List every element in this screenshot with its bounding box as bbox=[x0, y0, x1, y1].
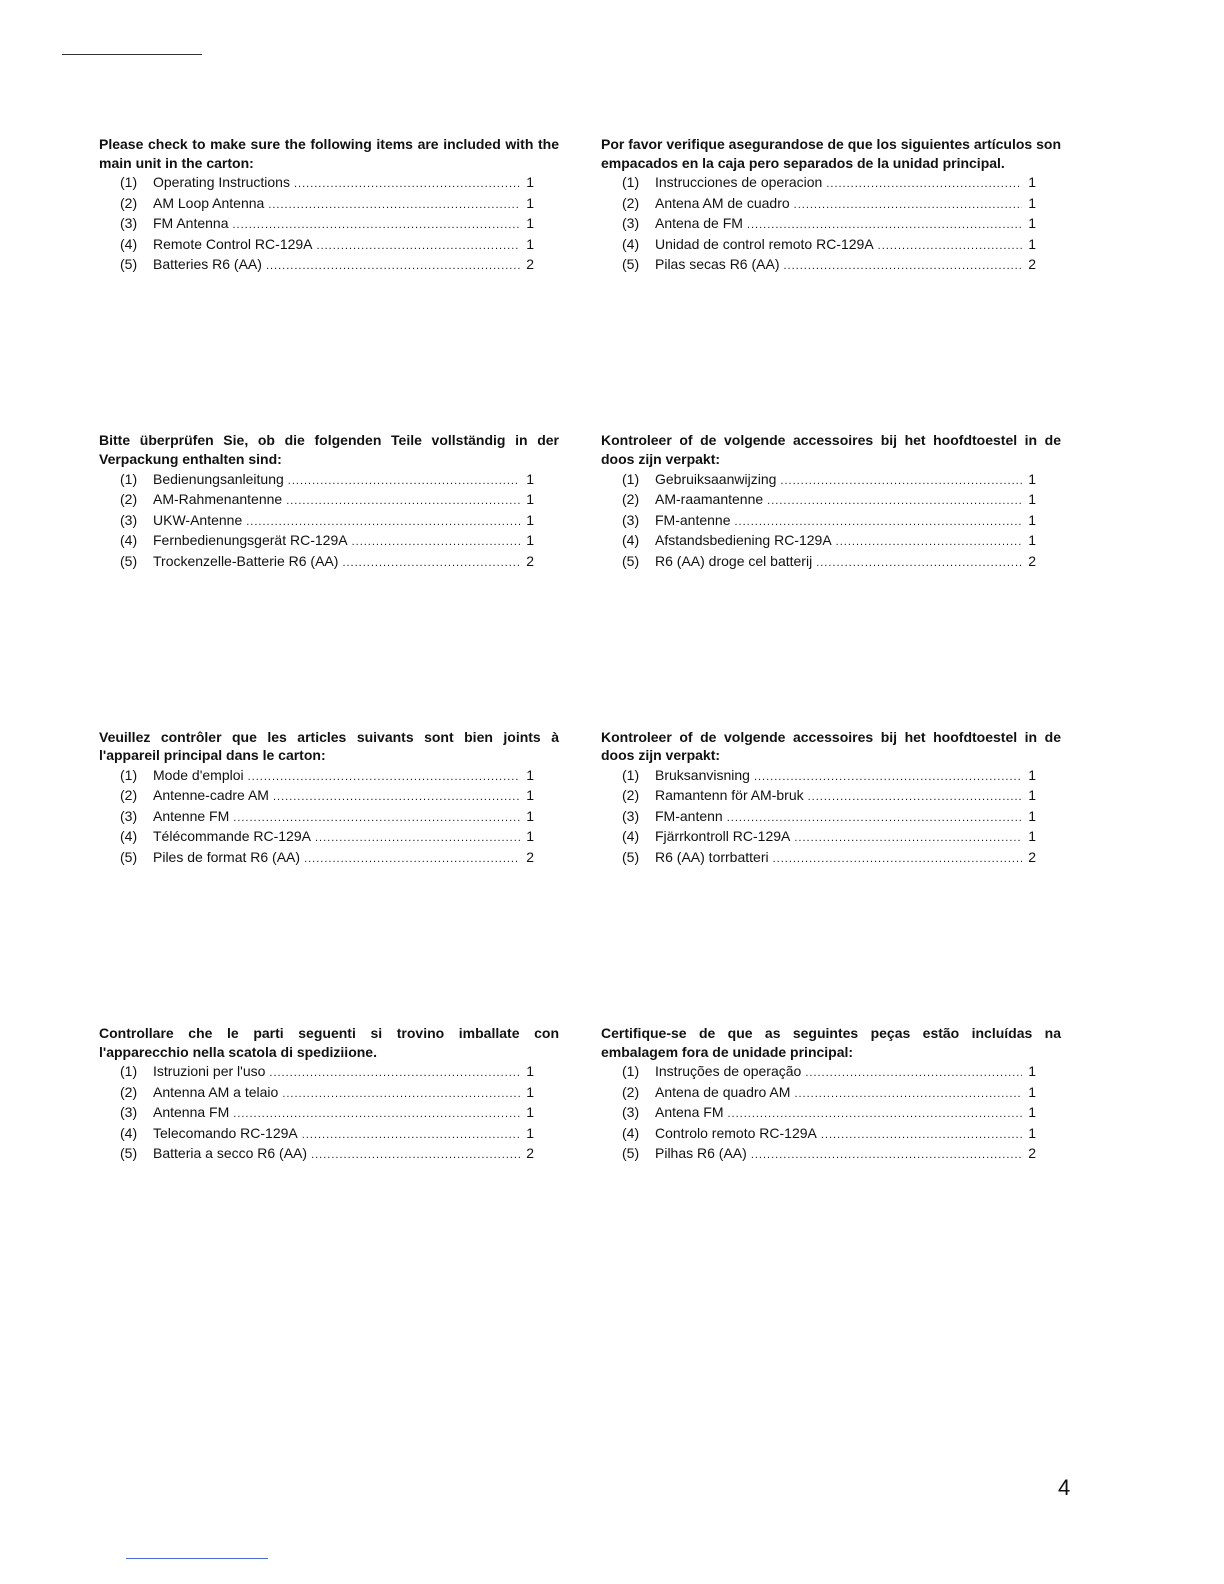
item-label: UKW-Antenne bbox=[153, 511, 243, 528]
section-english bbox=[99, 135, 559, 431]
item-number: (3) bbox=[622, 1104, 640, 1121]
item-number: (5) bbox=[120, 1145, 138, 1162]
list-item bbox=[601, 786, 1036, 807]
item-quantity: 2 bbox=[1028, 256, 1036, 273]
item-label: Mode d'emploi bbox=[153, 766, 244, 783]
item-number: (5) bbox=[622, 1145, 640, 1162]
dot-leader bbox=[734, 513, 1022, 532]
item-label: Unidad de control remoto RC-129A bbox=[655, 235, 874, 252]
item-label: Antena FM bbox=[655, 1104, 724, 1121]
item-label: Operating Instructions bbox=[153, 174, 290, 191]
item-number: (3) bbox=[622, 807, 640, 824]
dot-leader bbox=[269, 1064, 520, 1083]
list-item bbox=[601, 1083, 1036, 1104]
item-quantity: 1 bbox=[526, 470, 534, 487]
item-quantity: 1 bbox=[526, 511, 534, 528]
dot-leader bbox=[273, 788, 520, 807]
page-number: 4 bbox=[1058, 1475, 1071, 1500]
item-label: FM-antenne bbox=[655, 511, 731, 528]
item-quantity: 1 bbox=[1028, 1083, 1036, 1100]
dot-leader bbox=[773, 850, 1022, 869]
item-quantity: 1 bbox=[1028, 766, 1036, 783]
item-label: Instrucciones de operacion bbox=[655, 174, 823, 191]
item-label: Pilas secas R6 (AA) bbox=[655, 256, 780, 273]
list-item bbox=[601, 173, 1036, 194]
item-number: (1) bbox=[622, 174, 640, 191]
item-number: (5) bbox=[120, 256, 138, 273]
list-item bbox=[601, 1124, 1036, 1145]
item-number: (2) bbox=[622, 1083, 640, 1100]
dot-leader bbox=[794, 829, 1022, 848]
item-number: (4) bbox=[622, 235, 640, 252]
item-label: Remote Control RC-129A bbox=[153, 235, 313, 252]
item-number: (4) bbox=[622, 1124, 640, 1141]
item-number: (1) bbox=[622, 470, 640, 487]
item-label: Antena de FM bbox=[655, 215, 743, 232]
list-item bbox=[601, 807, 1036, 828]
list-item bbox=[99, 1124, 534, 1145]
list-item bbox=[601, 235, 1036, 256]
item-number: (5) bbox=[120, 848, 138, 865]
item-label: Trockenzelle-Batterie R6 (AA) bbox=[153, 552, 339, 569]
list-item bbox=[99, 173, 534, 194]
list-item bbox=[99, 827, 534, 848]
item-label: FM Antenna bbox=[153, 215, 229, 232]
item-number: (1) bbox=[120, 1063, 138, 1080]
dot-leader bbox=[808, 788, 1022, 807]
dot-leader bbox=[304, 850, 520, 869]
item-quantity: 1 bbox=[1028, 807, 1036, 824]
item-label: Batteria a secco R6 (AA) bbox=[153, 1145, 308, 1162]
item-number: (2) bbox=[120, 491, 138, 508]
dot-leader bbox=[311, 1146, 520, 1165]
dot-leader bbox=[342, 554, 520, 573]
item-number: (5) bbox=[622, 552, 640, 569]
item-quantity: 1 bbox=[1028, 215, 1036, 232]
list-item bbox=[99, 531, 534, 552]
dot-leader bbox=[794, 196, 1022, 215]
item-label: AM Loop Antenna bbox=[153, 194, 265, 211]
item-quantity: 2 bbox=[1028, 1145, 1036, 1162]
item-quantity: 1 bbox=[1028, 511, 1036, 528]
item-number: (5) bbox=[622, 256, 640, 273]
item-quantity: 1 bbox=[1028, 1104, 1036, 1121]
item-quantity: 1 bbox=[1028, 1124, 1036, 1141]
item-label: Ramantenn för AM-bruk bbox=[655, 787, 804, 804]
top-rule bbox=[62, 54, 202, 55]
section-italian bbox=[99, 1024, 559, 1320]
item-number: (2) bbox=[622, 787, 640, 804]
column-left bbox=[99, 135, 559, 1321]
dot-leader bbox=[767, 492, 1022, 511]
section-heading: Por favor verifique asegurandose de que los siguientes artículos son empacados en la caja pero separados de la unidad principal. bbox=[601, 136, 1061, 171]
item-number: (2) bbox=[120, 1083, 138, 1100]
dot-leader bbox=[816, 554, 1022, 573]
dot-leader bbox=[727, 809, 1022, 828]
item-quantity: 1 bbox=[526, 194, 534, 211]
list-item bbox=[99, 511, 534, 532]
item-number: (3) bbox=[120, 511, 138, 528]
item-quantity: 2 bbox=[526, 256, 534, 273]
list-item bbox=[99, 255, 534, 276]
list-item bbox=[601, 1062, 1036, 1083]
section-german bbox=[99, 431, 559, 727]
section-heading: Bitte überprüfen Sie, ob die folgenden Teile vollständig in der Verpackung enthalten sind: bbox=[99, 432, 559, 467]
item-list bbox=[99, 1062, 559, 1165]
item-number: (4) bbox=[120, 532, 138, 549]
item-quantity: 2 bbox=[1028, 552, 1036, 569]
dot-leader bbox=[266, 257, 520, 276]
item-label: Antenna FM bbox=[153, 1104, 230, 1121]
section-french bbox=[99, 728, 559, 1024]
item-label: Antena de quadro AM bbox=[655, 1083, 791, 1100]
item-number: (3) bbox=[120, 215, 138, 232]
item-number: (5) bbox=[622, 848, 640, 865]
list-item bbox=[601, 531, 1036, 552]
item-number: (1) bbox=[120, 174, 138, 191]
dot-leader bbox=[288, 472, 520, 491]
item-number: (2) bbox=[120, 787, 138, 804]
dot-leader bbox=[747, 216, 1022, 235]
list-item bbox=[99, 1062, 534, 1083]
item-quantity: 1 bbox=[1028, 470, 1036, 487]
section-dutch bbox=[601, 431, 1061, 727]
item-number: (2) bbox=[622, 491, 640, 508]
list-item bbox=[601, 511, 1036, 532]
item-quantity: 1 bbox=[1028, 787, 1036, 804]
item-list bbox=[99, 470, 559, 573]
list-item bbox=[99, 807, 534, 828]
item-label: Piles de format R6 (AA) bbox=[153, 848, 301, 865]
dot-leader bbox=[780, 472, 1022, 491]
item-number: (1) bbox=[622, 1063, 640, 1080]
list-item bbox=[99, 490, 534, 511]
item-number: (1) bbox=[622, 766, 640, 783]
item-number: (3) bbox=[120, 1104, 138, 1121]
dot-leader bbox=[783, 257, 1022, 276]
item-list bbox=[601, 470, 1061, 573]
dot-leader bbox=[233, 809, 520, 828]
dot-leader bbox=[727, 1105, 1022, 1124]
item-number: (2) bbox=[120, 194, 138, 211]
list-item bbox=[99, 552, 534, 573]
item-label: Antenna AM a telaio bbox=[153, 1083, 279, 1100]
item-label: Batteries R6 (AA) bbox=[153, 256, 262, 273]
item-quantity: 1 bbox=[526, 1063, 534, 1080]
item-quantity: 1 bbox=[526, 532, 534, 549]
item-quantity: 1 bbox=[526, 766, 534, 783]
dot-leader bbox=[805, 1064, 1022, 1083]
list-item bbox=[99, 214, 534, 235]
item-quantity: 2 bbox=[1028, 848, 1036, 865]
dot-leader bbox=[286, 492, 520, 511]
item-number: (3) bbox=[120, 807, 138, 824]
item-label: Gebruiksaanwijzing bbox=[655, 470, 777, 487]
item-number: (4) bbox=[622, 532, 640, 549]
item-list bbox=[99, 766, 559, 869]
list-item bbox=[99, 235, 534, 256]
list-item bbox=[99, 766, 534, 787]
item-quantity: 1 bbox=[1028, 491, 1036, 508]
item-label: Antenne FM bbox=[153, 807, 230, 824]
item-label: Telecomando RC-129A bbox=[153, 1124, 298, 1141]
list-item bbox=[601, 194, 1036, 215]
list-item bbox=[99, 848, 534, 869]
dot-leader bbox=[302, 1126, 520, 1145]
section-portuguese bbox=[601, 1024, 1061, 1320]
dot-leader bbox=[751, 1146, 1022, 1165]
item-label: Antena AM de cuadro bbox=[655, 194, 790, 211]
dot-leader bbox=[754, 768, 1022, 787]
item-quantity: 1 bbox=[526, 235, 534, 252]
item-list bbox=[99, 173, 559, 276]
item-quantity: 1 bbox=[1028, 1063, 1036, 1080]
item-quantity: 1 bbox=[1028, 194, 1036, 211]
dot-leader bbox=[821, 1126, 1022, 1145]
dot-leader bbox=[826, 175, 1022, 194]
dot-leader bbox=[315, 829, 520, 848]
item-quantity: 1 bbox=[526, 828, 534, 845]
list-item bbox=[99, 470, 534, 491]
section-heading: Controllare che le parti seguenti si trovino imballate con l'apparecchio nella scatola di spediziione. bbox=[99, 1025, 559, 1060]
item-label: Istruzioni per l'uso bbox=[153, 1063, 266, 1080]
list-item bbox=[601, 490, 1036, 511]
item-label: Bedienungsanleitung bbox=[153, 470, 284, 487]
dot-leader bbox=[282, 1085, 520, 1104]
list-item bbox=[99, 1083, 534, 1104]
item-label: Pilhas R6 (AA) bbox=[655, 1145, 747, 1162]
section-heading: Kontroleer of de volgende accessoires bij het hoofdtoestel in de doos zijn verpakt: bbox=[601, 728, 1061, 764]
item-quantity: 2 bbox=[526, 1145, 534, 1162]
bottom-rule bbox=[126, 1558, 268, 1559]
item-number: (4) bbox=[120, 1124, 138, 1141]
item-label: Antenne-cadre AM bbox=[153, 787, 269, 804]
list-item bbox=[601, 470, 1036, 491]
item-label: R6 (AA) torrbatteri bbox=[655, 848, 769, 865]
list-item bbox=[601, 214, 1036, 235]
dot-leader bbox=[836, 533, 1022, 552]
dot-leader bbox=[794, 1085, 1022, 1104]
item-number: (4) bbox=[622, 828, 640, 845]
list-item bbox=[601, 766, 1036, 787]
list-item bbox=[601, 1144, 1036, 1165]
dot-leader bbox=[352, 533, 520, 552]
item-number: (4) bbox=[120, 235, 138, 252]
item-label: FM-antenn bbox=[655, 807, 723, 824]
item-quantity: 2 bbox=[526, 848, 534, 865]
item-quantity: 1 bbox=[1028, 235, 1036, 252]
item-label: AM-Rahmenantenne bbox=[153, 491, 283, 508]
item-label: Bruksanvisning bbox=[655, 766, 750, 783]
section-swedish bbox=[601, 728, 1061, 1024]
list-item bbox=[601, 1103, 1036, 1124]
dot-leader bbox=[317, 237, 520, 256]
item-number: (1) bbox=[120, 470, 138, 487]
section-heading: Please check to make sure the following items are included with the main unit in the carton: bbox=[99, 136, 559, 171]
item-quantity: 1 bbox=[1028, 174, 1036, 191]
item-list bbox=[601, 1062, 1061, 1165]
item-number: (3) bbox=[622, 511, 640, 528]
column-right bbox=[601, 135, 1061, 1321]
item-label: AM-raamantenne bbox=[655, 491, 764, 508]
dot-leader bbox=[248, 768, 520, 787]
item-label: Controlo remoto RC-129A bbox=[655, 1124, 817, 1141]
item-label: Afstandsbediening RC-129A bbox=[655, 532, 832, 549]
item-number: (2) bbox=[622, 194, 640, 211]
item-label: Fernbedienungsgerät RC-129A bbox=[153, 532, 348, 549]
item-label: R6 (AA) droge cel batterij bbox=[655, 552, 813, 569]
item-number: (1) bbox=[120, 766, 138, 783]
dot-leader bbox=[294, 175, 520, 194]
list-item bbox=[99, 194, 534, 215]
item-quantity: 1 bbox=[526, 807, 534, 824]
item-quantity: 1 bbox=[526, 174, 534, 191]
item-number: (4) bbox=[120, 828, 138, 845]
item-quantity: 1 bbox=[1028, 828, 1036, 845]
list-item bbox=[99, 1103, 534, 1124]
item-list bbox=[601, 173, 1061, 276]
dot-leader bbox=[233, 216, 521, 235]
item-quantity: 1 bbox=[526, 1104, 534, 1121]
item-number: (3) bbox=[622, 215, 640, 232]
dot-leader bbox=[878, 237, 1022, 256]
item-quantity: 1 bbox=[526, 1124, 534, 1141]
item-label: Instruções de operação bbox=[655, 1063, 802, 1080]
section-heading: Certifique-se de que as seguintes peças estão incluídas na embalagem fora de unidade principal: bbox=[601, 1025, 1061, 1060]
item-quantity: 1 bbox=[526, 1083, 534, 1100]
item-quantity: 1 bbox=[1028, 532, 1036, 549]
item-number: (5) bbox=[120, 552, 138, 569]
list-item bbox=[601, 827, 1036, 848]
item-quantity: 1 bbox=[526, 491, 534, 508]
section-heading: Veuillez contrôler que les articles suivants sont bien joints à l'appareil principal dans le carton: bbox=[99, 728, 559, 764]
list-item bbox=[99, 1144, 534, 1165]
list-item bbox=[601, 255, 1036, 276]
item-quantity: 2 bbox=[526, 552, 534, 569]
list-item bbox=[601, 552, 1036, 573]
item-label: Fjärrkontroll RC-129A bbox=[655, 828, 791, 845]
item-list bbox=[601, 766, 1061, 869]
dot-leader bbox=[268, 196, 520, 215]
dot-leader bbox=[233, 1105, 520, 1124]
item-label: Télécommande RC-129A bbox=[153, 828, 311, 845]
dot-leader bbox=[246, 513, 520, 532]
list-item bbox=[99, 786, 534, 807]
section-spanish bbox=[601, 135, 1061, 431]
list-item bbox=[601, 848, 1036, 869]
section-heading: Kontroleer of de volgende accessoires bij het hoofdtoestel in de doos zijn verpakt: bbox=[601, 432, 1061, 467]
item-quantity: 1 bbox=[526, 787, 534, 804]
item-quantity: 1 bbox=[526, 215, 534, 232]
